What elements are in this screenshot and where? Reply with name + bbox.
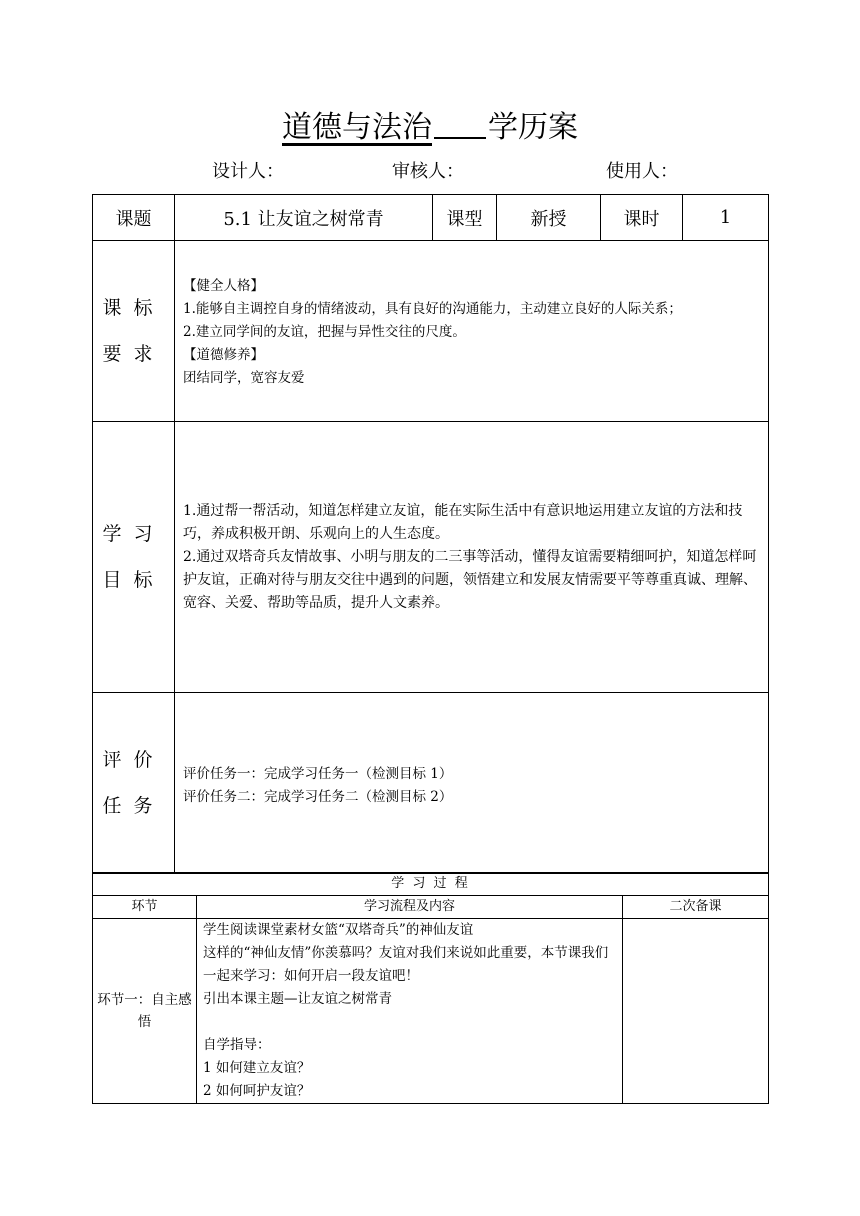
evaluation-content — [175, 693, 769, 874]
process-content-cell — [197, 919, 623, 1104]
stage-column-header: 环节 — [93, 896, 197, 919]
process-line: 这样的“神仙友情”你羡慕吗？友谊对我们来说如此重要，本节课我们一起来学习：如何开启一段友谊吧！ — [203, 945, 609, 984]
curriculum-label-line1: 课标 — [102, 297, 165, 319]
curriculum-line: 1.能够自主调控自身的情绪波动，具有良好的沟通能力，主动建立良好的人际关系； — [183, 301, 682, 317]
lesson-meta-row — [93, 195, 769, 241]
lesson-info-table — [92, 194, 769, 874]
type-label: 课型 — [433, 195, 497, 241]
goals-label — [93, 422, 175, 693]
topic-label: 课题 — [93, 195, 175, 241]
user-label: 使用人： — [606, 161, 678, 182]
type-value: 新授 — [497, 195, 601, 241]
process-title-row — [93, 873, 769, 896]
curriculum-label-line2: 要求 — [102, 343, 165, 365]
content-column-header: 学习流程及内容 — [197, 896, 623, 919]
curriculum-line: 【道德修养】 — [183, 347, 264, 363]
evaluation-label-line1: 评价 — [102, 749, 165, 771]
title-blank-line — [434, 108, 486, 139]
learning-process-table — [92, 872, 769, 1104]
evaluation-label — [93, 693, 175, 874]
curriculum-label — [93, 241, 175, 422]
stage-cell: 环节一：自主感悟 — [93, 919, 197, 1104]
goals-label-line2: 目标 — [102, 569, 165, 591]
goals-content — [175, 422, 769, 693]
process-line: 2 如何呵护友谊？ — [203, 1083, 311, 1099]
curriculum-content — [175, 241, 769, 422]
notes-column-header: 二次备课 — [623, 896, 769, 919]
process-header-row — [93, 896, 769, 919]
process-line: 引出本课主题—让友谊之树常青 — [203, 991, 392, 1007]
curriculum-line: 团结同学，宽容友爱 — [183, 370, 305, 386]
designer-label: 设计人： — [212, 161, 284, 182]
topic-value: 5.1 让友谊之树常青 — [175, 195, 433, 241]
evaluation-row — [93, 693, 769, 874]
hours-value: 1 — [683, 195, 769, 241]
goal-item: 2.通过双塔奇兵友情故事、小明与朋友的二三事等活动，懂得友谊需要精细呵护，知道怎样呵护友谊，正确对待与朋友交往中遇到的问题，领悟建立和发展友情需要平等尊重真诚、理解、宽容、关爱、帮助等品质，提升人文素养。 — [183, 549, 757, 611]
process-line — [203, 1011, 616, 1034]
title-subject: 道德与法治 — [282, 110, 432, 145]
curriculum-row — [93, 241, 769, 422]
process-line: 自学指导： — [203, 1037, 271, 1053]
goals-label-line1: 学习 — [102, 523, 165, 545]
evaluation-item: 评价任务一：完成学习任务一（检测目标 1） — [183, 766, 453, 782]
notes-cell — [623, 919, 769, 1104]
curriculum-line: 【健全人格】 — [183, 278, 264, 294]
page-title — [0, 108, 860, 148]
title-suffix: 学历案 — [488, 110, 578, 145]
evaluation-label-line2: 任务 — [102, 795, 165, 817]
evaluation-item: 评价任务二：完成学习任务二（检测目标 2） — [183, 789, 453, 805]
process-line: 学生阅读课堂素材女篮“双塔奇兵”的神仙友谊 — [203, 922, 474, 938]
process-line: 1 如何建立友谊？ — [203, 1060, 311, 1076]
goal-item: 1.通过帮一帮活动，知道怎样建立友谊，能在实际生活中有意识地运用建立友谊的方法和技巧，养成积极开朗、乐观向上的人生态度。 — [183, 503, 743, 542]
curriculum-line: 2.建立同学间的友谊，把握与异性交往的尺度。 — [183, 324, 466, 340]
reviewer-label: 审核人： — [392, 161, 464, 182]
process-section-title: 学 习 过 程 — [93, 873, 769, 896]
goals-row — [93, 422, 769, 693]
table-row — [93, 919, 769, 1104]
hours-label: 课时 — [601, 195, 683, 241]
